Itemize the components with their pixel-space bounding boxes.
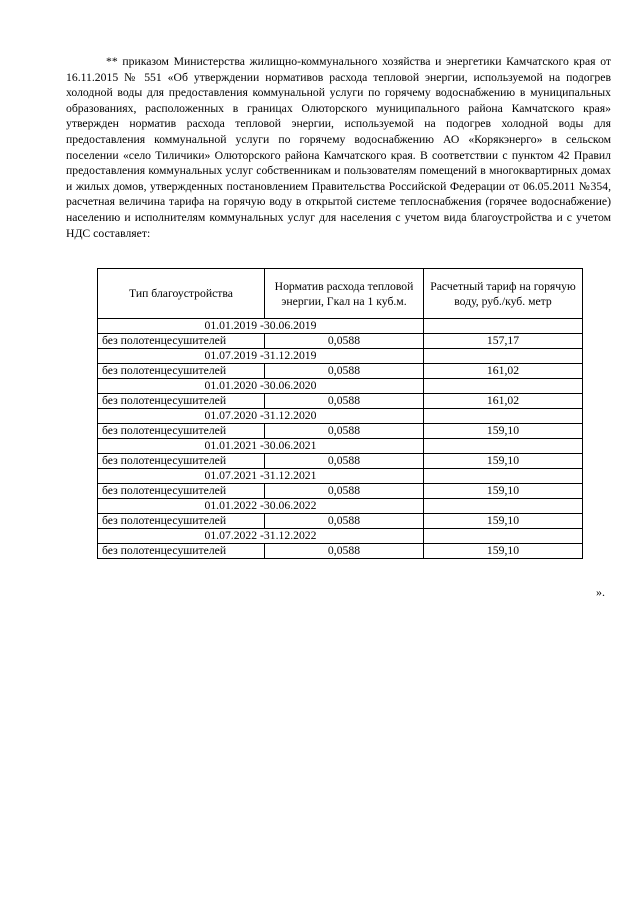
- table-row: [98, 484, 583, 499]
- period-cell: 01.07.2019 -31.12.2019: [98, 349, 424, 364]
- type-cell: без полотенцесушителей: [98, 394, 265, 409]
- table-row: [98, 394, 583, 409]
- norm-cell: 0,0588: [265, 334, 424, 349]
- tariff-cell: 157,17: [424, 334, 583, 349]
- norm-cell: 0,0588: [265, 394, 424, 409]
- tariff-cell: 159,10: [424, 514, 583, 529]
- type-cell: без полотенцесушителей: [98, 544, 265, 559]
- period-empty-cell: [424, 319, 583, 334]
- table-row: [98, 364, 583, 379]
- norm-cell: 0,0588: [265, 424, 424, 439]
- intro-paragraph: ** приказом Министерства жилищно-коммунального хозяйства и энергетики Камчатского края от 16.11.2015 № 551 «Об утверждении нормативов расхода тепловой энергии, используемой на подогрев холодной воды для предоставления коммунальной услуги по горячему водоснабжению в муниципальных образованиях, расположенных в границах Олюторского муниципального района Камчатского края» утвержден норматив расхода тепловой энергии, используемой на подогрев холодной воды для предоставления коммунальной услуги по горячему водоснабжению АО «Корякэнерго» в сельском поселении «село Тиличики» Олюторского района Камчатского края. В соответствии с пунктом 42 Правил предоставления коммунальных услуг собственникам и пользователям помещений в многоквартирных домах и жилых домов, утвержденных постановлением Правительства Российской Федерации от 06.05.2011 №354, расчетная величина тарифа на горячую воду в открытой системе теплоснабжения (горячее водоснабжение) населению и исполнителям коммунальных услуг для населения с учетом вида благоустройства и с учетом НДС составляет:: [66, 55, 611, 240]
- table-row: [98, 424, 583, 439]
- period-cell: 01.01.2022 -30.06.2022: [98, 499, 424, 514]
- period-cell: 01.01.2021 -30.06.2021: [98, 439, 424, 454]
- period-cell: 01.07.2020 -31.12.2020: [98, 409, 424, 424]
- tariff-cell: 161,02: [424, 394, 583, 409]
- tariff-table: [97, 268, 583, 559]
- norm-cell: 0,0588: [265, 544, 424, 559]
- norm-cell: 0,0588: [265, 484, 424, 499]
- type-cell: без полотенцесушителей: [98, 514, 265, 529]
- period-empty-cell: [424, 469, 583, 484]
- period-row: [98, 469, 583, 484]
- period-row: [98, 349, 583, 364]
- norm-cell: 0,0588: [265, 454, 424, 469]
- period-cell: 01.07.2022 -31.12.2022: [98, 529, 424, 544]
- period-row: [98, 499, 583, 514]
- period-row: [98, 409, 583, 424]
- table-row: [98, 514, 583, 529]
- norm-cell: 0,0588: [265, 514, 424, 529]
- type-cell: без полотенцесушителей: [98, 484, 265, 499]
- tariff-cell: 159,10: [424, 544, 583, 559]
- period-cell: 01.01.2019 -30.06.2019: [98, 319, 424, 334]
- table-row: [98, 454, 583, 469]
- period-row: [98, 319, 583, 334]
- header-norm: Норматив расхода тепловой энергии, Гкал на 1 куб.м.: [265, 269, 424, 319]
- period-row: [98, 379, 583, 394]
- period-empty-cell: [424, 529, 583, 544]
- type-cell: без полотенцесушителей: [98, 364, 265, 379]
- period-empty-cell: [424, 409, 583, 424]
- tariff-cell: 159,10: [424, 484, 583, 499]
- period-empty-cell: [424, 349, 583, 364]
- type-cell: без полотенцесушителей: [98, 334, 265, 349]
- header-tariff: Расчетный тариф на горячую воду, руб./куб. метр: [424, 269, 583, 319]
- norm-cell: 0,0588: [265, 364, 424, 379]
- header-type: Тип благоустройства: [98, 269, 265, 319]
- period-cell: 01.07.2021 -31.12.2021: [98, 469, 424, 484]
- tariff-cell: 161,02: [424, 364, 583, 379]
- period-empty-cell: [424, 379, 583, 394]
- table-header-row: [98, 269, 583, 319]
- period-empty-cell: [424, 439, 583, 454]
- tariff-cell: 159,10: [424, 424, 583, 439]
- closing-quote: ».: [596, 585, 605, 599]
- period-empty-cell: [424, 499, 583, 514]
- period-row: [98, 529, 583, 544]
- table-row: [98, 544, 583, 559]
- period-cell: 01.01.2020 -30.06.2020: [98, 379, 424, 394]
- tariff-cell: 159,10: [424, 454, 583, 469]
- table-row: [98, 334, 583, 349]
- period-row: [98, 439, 583, 454]
- type-cell: без полотенцесушителей: [98, 454, 265, 469]
- type-cell: без полотенцесушителей: [98, 424, 265, 439]
